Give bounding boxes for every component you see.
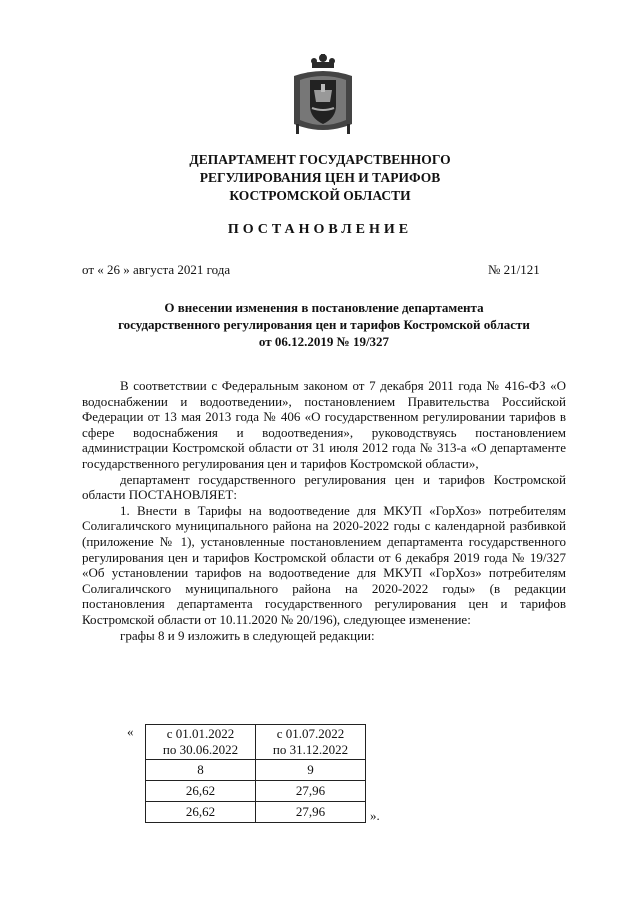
title-line: государственного регулирования цен и тарифов Костромской области <box>118 317 530 332</box>
document-number: № 21/121 <box>488 262 540 277</box>
department-line: ДЕПАРТАМЕНТ ГОСУДАРСТВЕННОГО <box>189 152 451 167</box>
table-open-quote: « <box>127 724 134 739</box>
table-column-number-row <box>146 760 366 781</box>
body-paragraph-resolves: департамент государственного регулирования цен и тарифов Костромской области ПОСТАНОВЛЯЕТ: <box>82 471 566 503</box>
table-cell: 27,96 <box>256 781 366 802</box>
body-paragraph-columns: графы 8 и 9 изложить в следующей редакции: <box>120 627 375 643</box>
table-cell: 26,62 <box>146 781 256 802</box>
title-line: О внесении изменения в постановление департамента <box>164 300 484 315</box>
table-cell: 26,62 <box>146 802 256 823</box>
table-cell: 27,96 <box>256 802 366 823</box>
title-line: от 06.12.2019 № 19/327 <box>258 334 390 349</box>
header-period-start: с 01.01.2022 <box>166 726 235 741</box>
department-name <box>0 151 640 205</box>
table-header-cell <box>146 725 256 760</box>
body-paragraph-preamble: В соответствии с Федеральным законом от 7 декабря 2011 года № 416-ФЗ «О водоснабжении и водоотведении», постановлением Правительства Российской Федерации от 13 мая 2013 года № 406 «О государственном регулировании тарифов в сфере водоснабжения и водоотведения», руководствуясь постановлением администрации Костромской области от 31 июля 2012 года № 313-а «О департаменте государственного регулирования цен и тарифов Костромской области», <box>82 378 566 471</box>
department-line: КОСТРОМСКОЙ ОБЛАСТИ <box>229 188 411 203</box>
document-type-heading: ПОСТАНОВЛЕНИЕ <box>227 222 413 237</box>
header-period-end: по 31.12.2022 <box>272 742 349 757</box>
table-row <box>146 802 366 823</box>
table-header-row <box>146 725 366 760</box>
coat-of-arms-emblem <box>290 54 356 140</box>
table-close-quote: ». <box>370 808 380 823</box>
header-period-end: по 30.06.2022 <box>162 742 239 757</box>
column-number-cell: 9 <box>256 760 366 781</box>
body-paragraph-item-1: 1. Внести в Тарифы на водоотведение для МКУП «ГорХоз» потребителям Солигаличского муниципального района на 2020-2022 годы с календарной разбивкой (приложение № 1), установленные постановлением департамента государственного регулирования цен и тарифов Костромской области от 6 декабря 2019 года № 19/327 «Об установлении тарифов на водоотведение для МКУП «ГорХоз» потребителям Солигаличского муниципального района на 2020-2022 годы» (в редакции постановления департамента государственного регулирования цен и тарифов Костромской области от 10.11.2020 № 20/196), следующее изменение: <box>82 502 566 627</box>
tariff-table <box>145 724 366 823</box>
table-header-cell <box>256 725 366 760</box>
document-title <box>82 299 566 350</box>
column-number-cell: 8 <box>146 760 256 781</box>
document-date: от « 26 » августа 2021 года <box>82 262 231 277</box>
header-period-start: с 01.07.2022 <box>276 726 345 741</box>
table-row <box>146 781 366 802</box>
department-line: РЕГУЛИРОВАНИЯ ЦЕН И ТАРИФОВ <box>199 170 441 185</box>
document-body <box>82 378 566 643</box>
